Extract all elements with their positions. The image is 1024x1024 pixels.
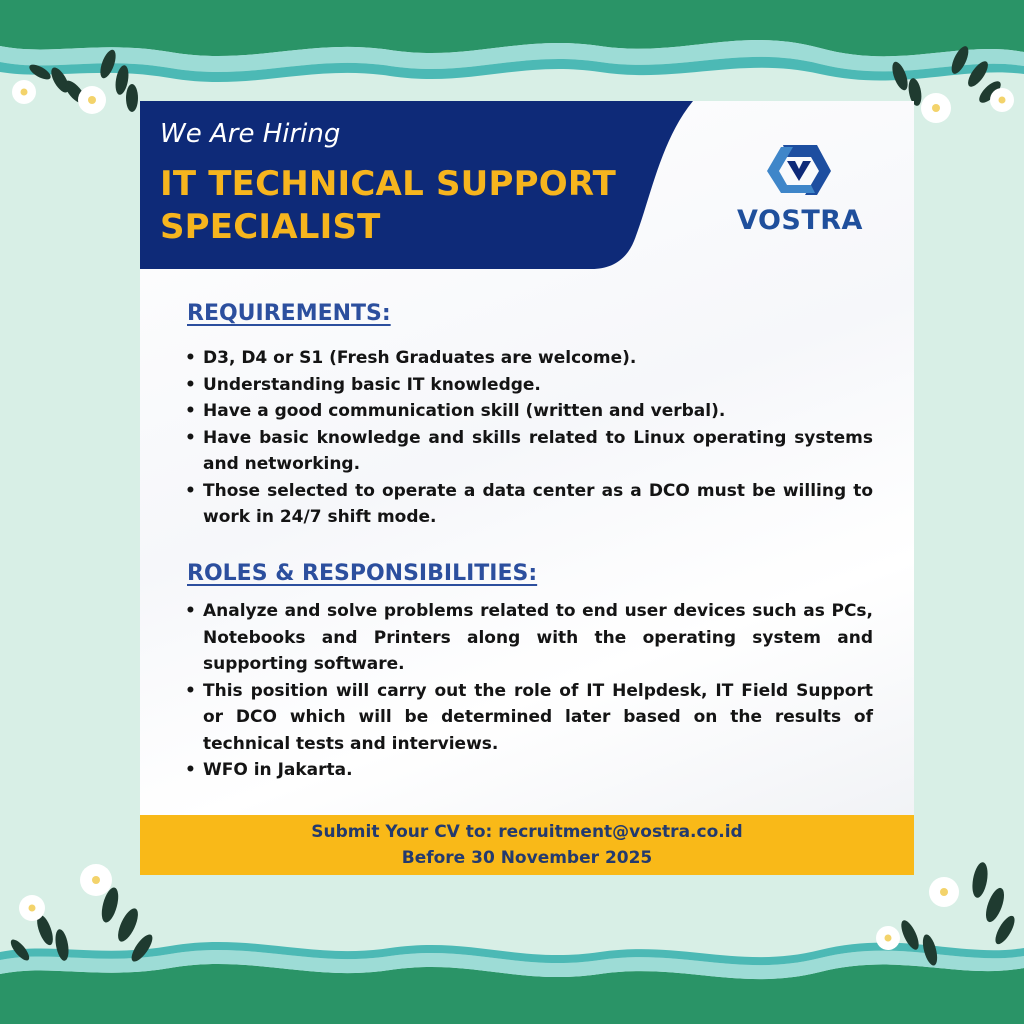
responsibility-item: • Analyze and solve problems related to end user devices such as PCs, Notebooks and Printers along with the operating system and supporting software.	[183, 598, 873, 678]
job-poster-card	[140, 101, 914, 875]
hiring-tagline: We Are Hiring	[160, 119, 341, 149]
requirement-item: • Have a good communication skill (written and verbal).	[183, 398, 873, 425]
responsibilities-list	[183, 598, 873, 784]
responsibilities-heading: ROLES & RESPONSIBILITIES:	[187, 561, 538, 586]
requirements-list	[183, 345, 873, 531]
requirement-item: • Those selected to operate a data center as a DCO must be willing to work in 24/7 shift mode.	[183, 478, 873, 531]
submission-footer	[140, 815, 914, 875]
deadline-line: Before 30 November 2025	[401, 848, 653, 868]
responsibility-item: • This position will carry out the role of IT Helpdesk, IT Field Support or DCO which will be determined later based on the results of technical tests and interviews.	[183, 678, 873, 758]
requirements-heading: REQUIREMENTS:	[187, 301, 391, 326]
brand-name: VOSTRA	[737, 205, 863, 236]
requirement-item: • D3, D4 or S1 (Fresh Graduates are welcome).	[183, 345, 873, 372]
submit-cv-line: Submit Your CV to: recruitment@vostra.co.id	[311, 822, 743, 842]
requirement-item: • Understanding basic IT knowledge.	[183, 372, 873, 399]
vostra-logo-icon	[765, 143, 833, 203]
requirement-item: • Have basic knowledge and skills related to Linux operating systems and networking.	[183, 425, 873, 478]
responsibility-item: • WFO in Jakarta.	[183, 757, 873, 784]
company-logo	[725, 139, 875, 239]
job-title: IT TECHNICAL SUPPORT SPECIALIST	[160, 164, 617, 247]
